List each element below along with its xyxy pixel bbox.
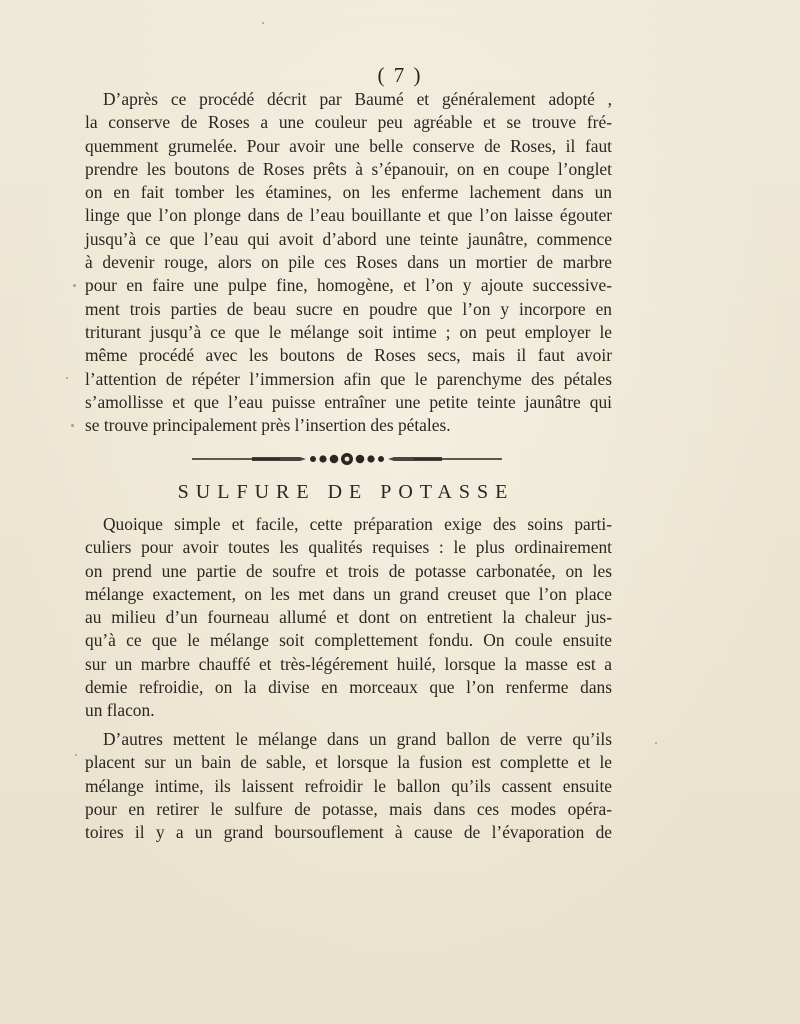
text-line: l’attention de répéter l’immersion afin que le parenchyme des pétales [85,368,612,389]
text-line: toires il y a un grand boursouflement à cause de l’évaporation de [85,822,612,843]
page-number: ( 7 ) [377,63,423,87]
paper-speck [655,742,657,744]
text-line: D’après ce procédé décrit par Baumé et généralement adopté , [103,89,612,109]
paper-speck [71,424,74,427]
text-line: prendre les boutons de Roses prêts à s’épanouir, on en coupe l’onglet [85,158,612,179]
text-line: quemment grumelée. Pour avoir une belle conserve de Roses, il faut [85,135,612,156]
paper-speck [73,284,76,287]
text-line: mélange exactement, on les met dans un grand creuset que l’on place [85,583,612,604]
paragraph-2 [85,513,612,723]
text-line: à devenir rouge, alors on pile ces Roses dans un mortier de marbre [85,252,612,273]
paragraph-3 [85,728,612,844]
text-line: jusqu’à ce que l’eau qui avoit d’abord une teinte jaunâtre, commence [85,228,612,249]
text-line: culiers pour avoir toutes les qualités requises : le plus ordinairement [85,537,612,558]
section-title: SULFURE DE POTASSE [177,481,515,503]
text-line: pour en retirer le sulfure de potasse, mais dans ces modes opéra- [85,798,612,819]
paper-speck [75,754,77,756]
text-line: même procédé avec les boutons de Roses secs, mais il faut avoir [85,345,612,366]
text-line: sur un marbre chauffé et très-légérement huilé, lorsque la masse est a [85,653,612,674]
text-line: mélange intime, ils laissent refroidir le ballon qu’ils cassent ensuite [85,775,612,796]
text-line: au milieu d’un fourneau allumé et dont on entretient la chaleur jus- [85,607,612,628]
text-line: Quoique simple et facile, cette préparation exige des soins parti- [103,514,612,534]
text-line: on prend une partie de soufre et trois de potasse carbonatée, on les [85,560,612,581]
paper-speck [262,22,264,24]
text-line: la conserve de Roses a une couleur peu agréable et se trouve fré- [85,112,612,133]
text-line: pour en faire une pulpe fine, homogène, et l’on y ajoute successive- [85,275,612,296]
text-line: linge que l’on plonge dans de l’eau bouillante et que l’on laisse égouter [85,205,612,226]
text-line: demie refroidie, on la divise en morceaux que l’on renferme dans [85,677,612,698]
text-line: triturant jusqu’à ce que le mélange soit intime ; on peut employer le [85,321,612,342]
text-line: qu’à ce que le mélange soit complettement fondu. On coule ensuite [85,630,612,651]
paragraph-1 [85,88,612,437]
text-line: D’autres mettent le mélange dans un grand ballon de verre qu’ils [103,729,612,749]
text-line: s’amollisse et que l’eau puisse entraîner une petite teinte jaunâtre qui [85,391,612,412]
text-line: se trouve principalement près l’insertion des pétales. [85,415,451,436]
text-line: on en fait tomber les étamines, on les enferme lachement dans un [85,182,612,203]
paper-speck [66,377,68,379]
text-line: placent sur un bain de sable, et lorsque la fusion est complette et le [85,752,612,773]
text-line: ment trois parties de beau sucre en poudre que l’on y incorpore en [85,298,612,319]
text-line: un flacon. [85,700,155,721]
typographic-rule-ornament-icon [192,449,502,469]
